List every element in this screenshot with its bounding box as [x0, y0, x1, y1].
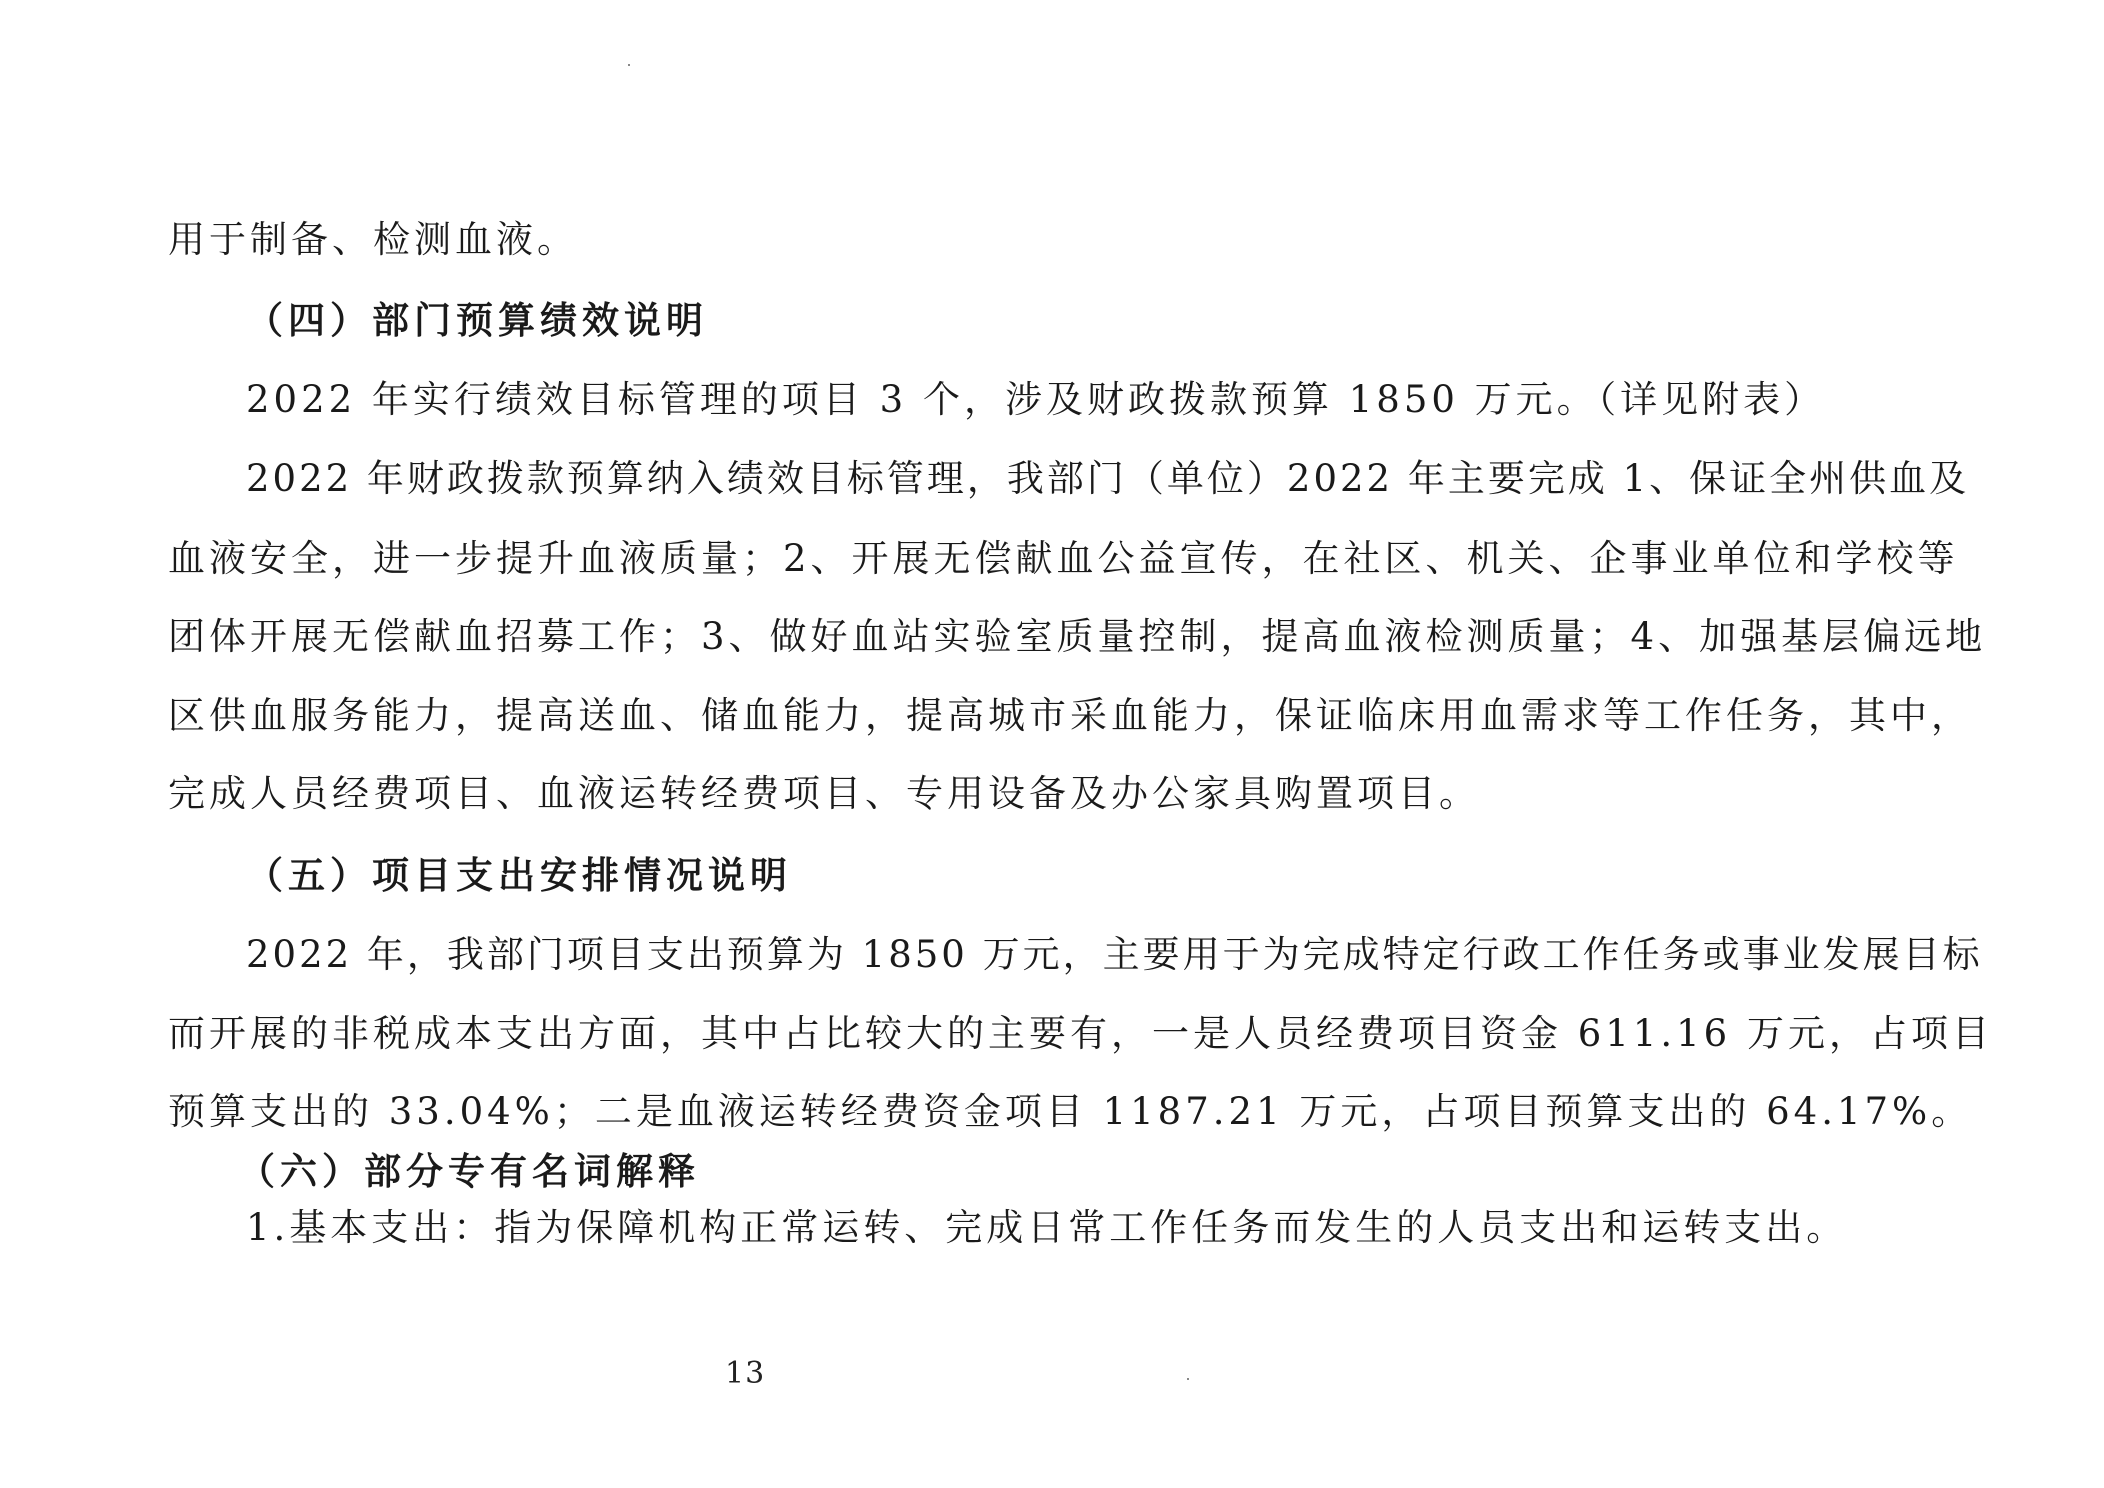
- paragraph-line: 区供血服务能力，提高送血、储血能力，提高城市采血能力，保证临床用血需求等工作任务，其中，: [168, 694, 1972, 737]
- paragraph-line: 完成人员经费项目、血液运转经费项目、专用设备及办公家具购置项目。: [168, 772, 1480, 815]
- section-heading-terms: （六）部分专有名词解释: [238, 1149, 700, 1193]
- paragraph-line: 2022 年实行绩效目标管理的项目 3 个，涉及财政拨款预算 1850 万元。（详见附表）: [246, 378, 1826, 421]
- paragraph-line: 而开展的非税成本支出方面，其中占比较大的主要有，一是人员经费项目资金 611.16 万元，占项目: [168, 1012, 1993, 1055]
- paragraph-line: 用于制备、检测血液。: [168, 218, 578, 261]
- paragraph-line: 团体开展无偿献血招募工作；3、做好血站实验室质量控制，提高血液检测质量；4、加强基层偏远地: [168, 615, 1987, 658]
- paragraph-line: 1.基本支出：指为保障机构正常运转、完成日常工作任务而发生的人员支出和运转支出。: [246, 1206, 1848, 1249]
- section-heading-performance: （四）部门预算绩效说明: [246, 298, 708, 342]
- section-heading-project-expenditure: （五）项目支出安排情况说明: [246, 853, 792, 897]
- paragraph-line: 2022 年财政拨款预算纳入绩效目标管理，我部门（单位）2022 年主要完成 1、保证全州供血及: [246, 457, 1970, 500]
- paragraph-line: 血液安全，进一步提升血液质量；2、开展无偿献血公益宣传，在社区、机关、企事业单位和学校等: [168, 537, 1959, 580]
- scan-speck: [628, 64, 630, 66]
- scan-speck: [1187, 1378, 1189, 1380]
- paragraph-line: 预算支出的 33.04%；二是血液运转经费资金项目 1187.21 万元，占项目预算支出的 64.17%。: [168, 1090, 1973, 1133]
- paragraph-line: 2022 年，我部门项目支出预算为 1850 万元，主要用于为完成特定行政工作任务或事业发展目标: [246, 933, 1983, 976]
- page-number: 13: [725, 1356, 766, 1391]
